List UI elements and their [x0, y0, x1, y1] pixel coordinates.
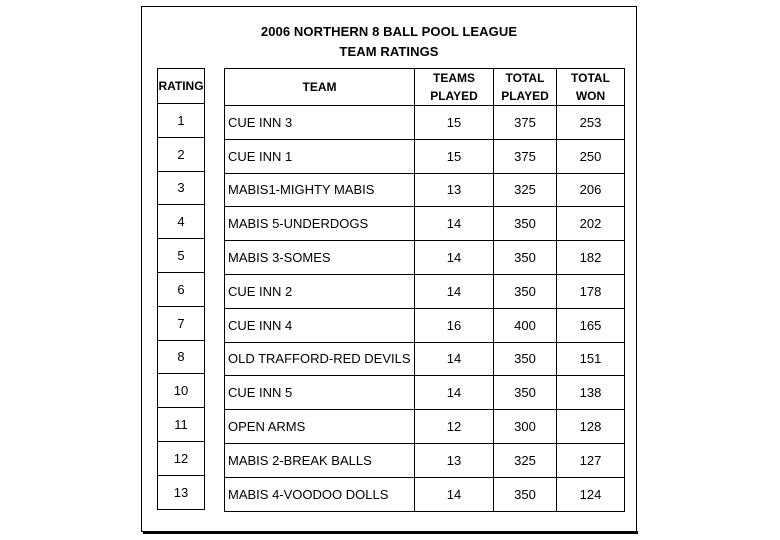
total-won-cell: 202 [557, 207, 625, 241]
table-row [225, 274, 625, 308]
total-won-header-line2: WON [575, 89, 606, 103]
total-played-cell: 350 [494, 342, 557, 376]
total-played-cell: 400 [494, 308, 557, 342]
team-name-cell: CUE INN 3 [225, 106, 415, 140]
team-name-cell: OLD TRAFFORD-RED DEVILS [225, 342, 415, 376]
team-name-cell: CUE INN 2 [225, 274, 415, 308]
rating-cell: 2 [158, 137, 205, 171]
table-row [225, 207, 625, 241]
rating-cell: 4 [158, 205, 205, 239]
rating-row [158, 306, 205, 340]
team-name-cell: MABIS 3-SOMES [225, 241, 415, 275]
rating-row [158, 374, 205, 408]
total-played-cell: 350 [494, 376, 557, 410]
total-played-cell: 375 [494, 106, 557, 140]
table-row [225, 477, 625, 511]
table-row [225, 308, 625, 342]
table-row [225, 410, 625, 444]
rating-row [158, 137, 205, 171]
teams-played-cell: 14 [415, 207, 494, 241]
total-won-cell: 151 [557, 342, 625, 376]
rating-cell: 8 [158, 340, 205, 374]
total-won-cell: 178 [557, 274, 625, 308]
rating-row [158, 205, 205, 239]
total-won-cell: 165 [557, 308, 625, 342]
table-row [225, 241, 625, 275]
total-played-cell: 325 [494, 443, 557, 477]
table-row [225, 443, 625, 477]
teams-played-header-line2: PLAYED [430, 89, 478, 103]
rating-cell: 7 [158, 306, 205, 340]
teams-played-cell: 14 [415, 274, 494, 308]
total-won-cell: 127 [557, 443, 625, 477]
team-name-cell: MABIS 5-UNDERDOGS [225, 207, 415, 241]
teams-played-cell: 14 [415, 477, 494, 511]
total-played-cell: 325 [494, 173, 557, 207]
total-played-cell: 350 [494, 477, 557, 511]
rating-cell: 12 [158, 441, 205, 475]
rating-row [158, 408, 205, 442]
rating-row [158, 171, 205, 205]
team-name-cell: MABIS1-MIGHTY MABIS [225, 173, 415, 207]
team-name-cell: CUE INN 4 [225, 308, 415, 342]
total-won-cell: 206 [557, 173, 625, 207]
page-shadow [143, 531, 638, 534]
total-won-cell: 253 [557, 106, 625, 140]
total-played-cell: 350 [494, 207, 557, 241]
total-played-cell: 350 [494, 241, 557, 275]
document-subtitle: TEAM RATINGS [339, 44, 439, 59]
rating-cell: 6 [158, 272, 205, 306]
team-header: TEAM [225, 69, 415, 106]
table-row [225, 139, 625, 173]
rating-row [158, 239, 205, 273]
teams-played-cell: 13 [415, 173, 494, 207]
team-name-cell: MABIS 4-VOODOO DOLLS [225, 477, 415, 511]
teams-played-cell: 13 [415, 443, 494, 477]
rating-cell: 5 [158, 239, 205, 273]
teams-played-cell: 12 [415, 410, 494, 444]
rating-row [158, 340, 205, 374]
table-row [225, 106, 625, 140]
total-won-cell: 128 [557, 410, 625, 444]
total-played-header-line2: PLAYED [501, 89, 549, 103]
rating-header: RATING [158, 69, 205, 104]
rating-cell: 3 [158, 171, 205, 205]
total-played-header-line1: TOTAL [505, 71, 545, 85]
total-won-cell: 250 [557, 139, 625, 173]
total-played-header [494, 69, 557, 106]
total-won-cell: 138 [557, 376, 625, 410]
table-row [225, 376, 625, 410]
teams-played-cell: 16 [415, 308, 494, 342]
team-name-cell: MABIS 2-BREAK BALLS [225, 443, 415, 477]
rating-table [157, 68, 205, 510]
total-won-cell: 124 [557, 477, 625, 511]
teams-played-cell: 14 [415, 342, 494, 376]
rating-cell: 10 [158, 374, 205, 408]
total-played-cell: 375 [494, 139, 557, 173]
rating-cell: 11 [158, 408, 205, 442]
document-title: 2006 NORTHERN 8 BALL POOL LEAGUE [260, 24, 518, 39]
table-row [225, 342, 625, 376]
total-played-cell: 300 [494, 410, 557, 444]
rating-row [158, 272, 205, 306]
team-name-cell: CUE INN 1 [225, 139, 415, 173]
teams-played-header-line1: TEAMS [433, 71, 475, 85]
table-row [225, 173, 625, 207]
rating-cell: 1 [158, 104, 205, 138]
total-won-header-line1: TOTAL [571, 71, 610, 85]
team-name-cell: OPEN ARMS [225, 410, 415, 444]
rating-row [158, 441, 205, 475]
rating-row [158, 104, 205, 138]
teams-played-cell: 14 [415, 241, 494, 275]
rating-cell: 13 [158, 475, 205, 509]
rating-row [158, 475, 205, 509]
teams-played-cell: 15 [415, 106, 494, 140]
team-name-cell: CUE INN 5 [225, 376, 415, 410]
team-table [224, 68, 625, 512]
total-played-cell: 350 [494, 274, 557, 308]
teams-played-header [415, 69, 494, 106]
teams-played-cell: 14 [415, 376, 494, 410]
teams-played-cell: 15 [415, 139, 494, 173]
total-won-header [557, 69, 625, 106]
total-won-cell: 182 [557, 241, 625, 275]
